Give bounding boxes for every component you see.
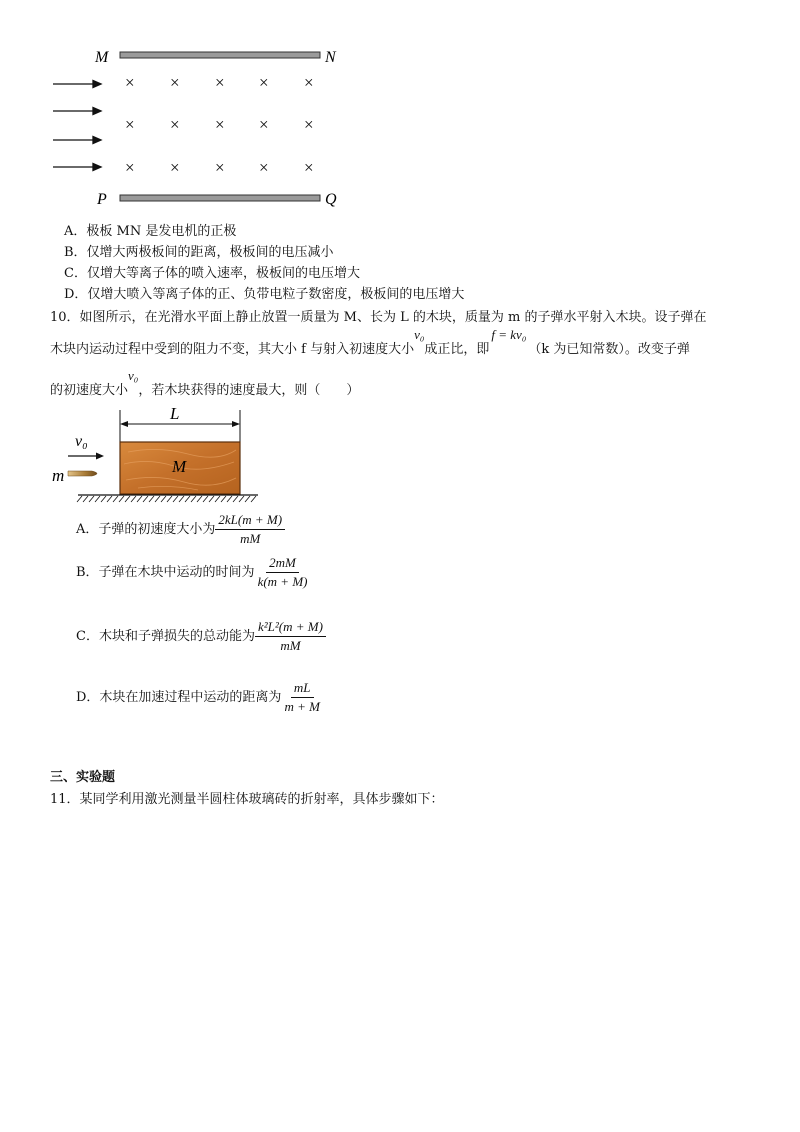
q10-option-b-fraction: $\frac{2mM}{k(m + M)}$ [257,555,308,589]
svg-text:×: × [125,115,135,134]
svg-text:×: × [304,73,314,92]
q10-option-c [76,619,326,654]
q10-option-d [76,680,323,715]
q10-stem-line2c: （k 为已知常数）。改变子弹 [528,342,690,357]
svg-text:×: × [170,73,180,92]
plasma-arrows [53,81,101,171]
q10-option-b-text: B．子弹在木块中运动的时间为 [76,565,255,580]
svg-text:×: × [125,158,135,177]
q10-stem-line3 [50,368,360,398]
section-heading: 三、实验题 [50,770,116,785]
q9-option-d: D．仅增大喷入等离子体的正、负带电粒子数密度，极板间的电压增大 [64,287,465,302]
svg-text:×: × [304,158,314,177]
label-n: N [325,49,336,66]
formula-f: f = kv₀ [491,327,527,342]
q10-option-a [76,512,285,547]
q10-stem-line2 [50,327,690,357]
q10-option-d-text: D．木块在加速过程中运动的距离为 [76,690,282,705]
v0-symbol: v₀ [414,327,425,342]
q11-stem: 11．某同学利用激光测量半圆柱体玻璃砖的折射率，具体步骤如下： [50,792,444,807]
svg-text:×: × [259,73,269,92]
q10-option-c-fraction: $\frac{\text{k²L²(m + M)}}{mM}$ [255,619,326,654]
q10-stem-line3b: ，若木块获得的速度最大，则（ ） [138,383,360,398]
q10-stem-line3a: 的初速度大小 [50,383,129,398]
q9-option-b: B．仅增大两极板间的距离，极板间的电压减小 [64,245,334,260]
plate-mn [120,52,320,58]
svg-text:×: × [259,115,269,134]
q10-option-d-fraction: $\frac{mL}{m + M}$ [284,680,320,714]
svg-text:×: × [304,115,314,134]
mhd-generator-figure [45,42,355,217]
plate-pq [120,195,320,201]
label-m-bullet: m [52,466,65,485]
label-m-block: M [172,457,187,476]
svg-text:×: × [215,158,225,177]
q10-option-a-fraction: $\frac{2kL(m + M)}{mM}$ [215,512,285,547]
svg-text:×: × [215,115,225,134]
q10-option-c-text: C．木块和子弹损失的总动能为 [76,629,255,644]
q10-stem-line2b: 成正比，即 [424,342,490,357]
bullet-block-figure [48,402,263,507]
svg-text:×: × [170,158,180,177]
svg-text:×: × [215,73,225,92]
svg-text:×: × [125,73,135,92]
label-q: Q [325,191,337,208]
q10-stem-line2a: 木块内运动过程中受到的阻力不变，其大小 f 与射入初速度大小 [50,342,415,357]
label-m: M [95,49,109,66]
q9-option-c: C．仅增大等离子体的喷入速率，极板间的电压增大 [64,266,360,281]
q9-option-a: A．极板 MN 是发电机的正极 [64,224,237,239]
q10-stem-line1: 10．如图所示，在光滑水平面上静止放置一质量为 M、长为 L 的木块，质量为 m 的子弹水平射入木块。设子弹在 [50,310,707,325]
label-p: P [97,191,107,208]
v0-symbol-2: v₀ [128,368,139,383]
bullet [68,471,97,476]
magnetic-field-marks [125,73,314,177]
svg-text:×: × [259,158,269,177]
q10-option-b [76,555,310,590]
label-l: L [170,404,180,423]
label-v0: v₀ [75,433,88,450]
q10-option-a-text: A．子弹的初速度大小为 [76,522,216,537]
svg-text:×: × [170,115,180,134]
